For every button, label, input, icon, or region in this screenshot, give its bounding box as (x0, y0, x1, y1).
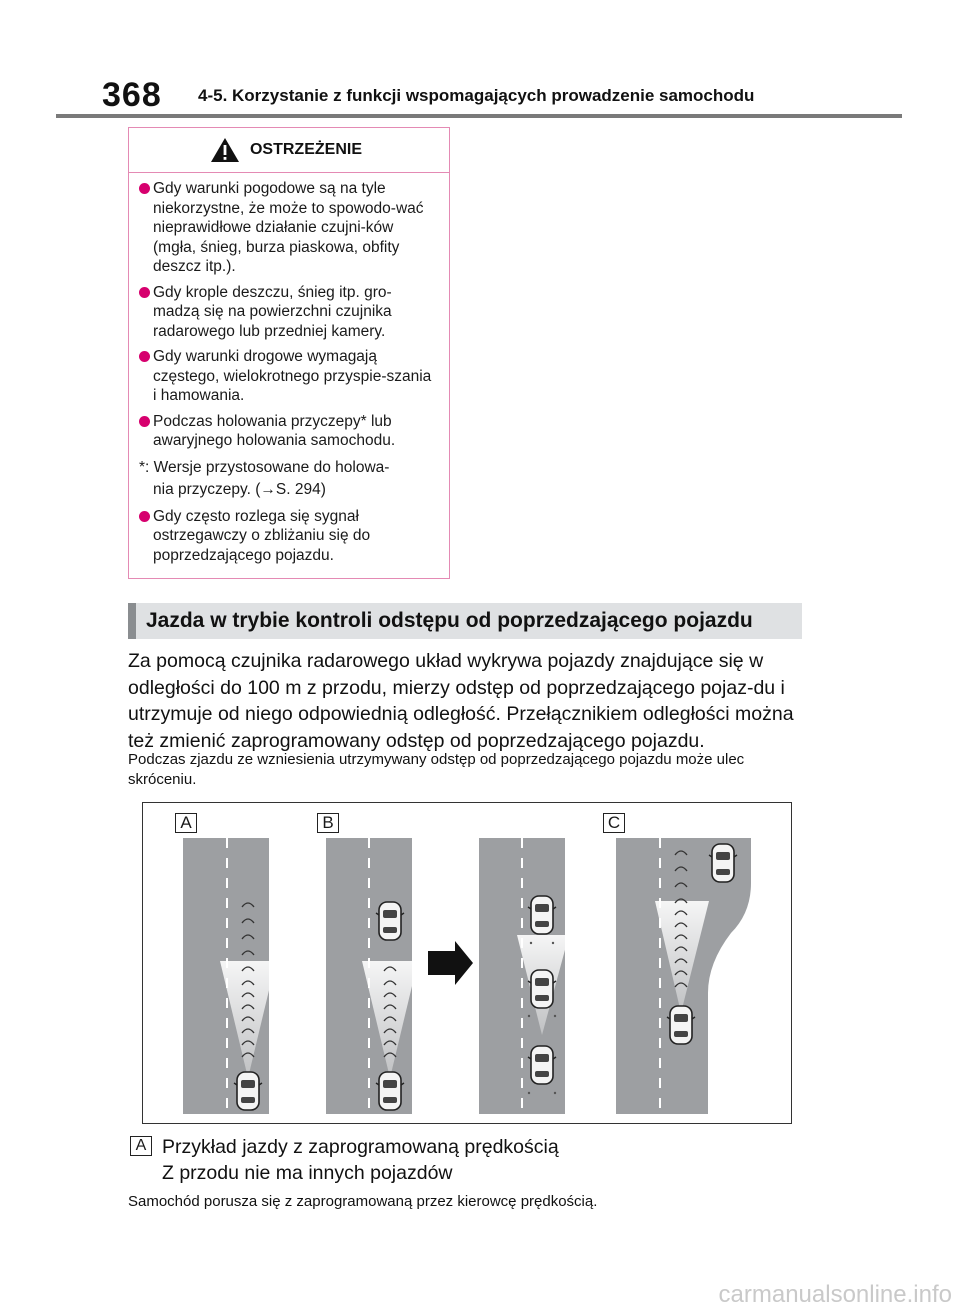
section-body: Za pomocą czujnika radarowego układ wykrywa pojazdy znajdujące się w odległości do 100 m z przodu, mierzy odstęp od poprzedzającego pojaz-du i utrzymuje od niego odpowiednią odległość. Przełącznikiem odległości można też zmienić zaprogramowany odstęp od poprzedzającego pojazdu. (128, 650, 794, 752)
warning-item: Gdy warunki pogodowe są na tyle niekorzystne, że może to spowodo-wać nieprawidłowe działanie czujni-ków (mgła, śnieg, burza piaskowa, obfity deszcz itp.). (139, 179, 437, 277)
figure-label-a: A (175, 813, 197, 833)
legend-title: Przykład jazdy z zaprogramowaną prędkością (162, 1136, 559, 1158)
warning-title: OSTRZEŻENIE (249, 141, 362, 158)
distance-control-figure (142, 802, 792, 1124)
warning-item: Gdy często rozlega się sygnał ostrzegawczy o zbliżaniu się do poprzedzającego pojazdu. (139, 507, 437, 566)
figure-label-b: B (317, 813, 339, 833)
road-panel-a (183, 838, 276, 1114)
header-divider (56, 114, 902, 118)
bullet-icon (139, 183, 150, 194)
page-number: 368 (102, 76, 162, 114)
section-note: Podczas zjazdu ze wzniesienia utrzymywany odstęp od poprzedzającego pojazdu może ulec skróceniu. (128, 751, 745, 788)
warning-box (128, 127, 450, 579)
chapter-title: 4-5. Korzystanie z funkcji wspomagających prowadzenie samochodu (198, 86, 755, 105)
warning-item: Podczas holowania przyczepy* lub awaryjnego holowania samochodu. (139, 412, 437, 451)
legend-description: Samochód porusza się z zaprogramowaną przez kierowcę prędkością. (128, 1193, 598, 1210)
section-heading: Jazda w trybie kontroli odstępu od poprzedzającego pojazdu (128, 603, 802, 639)
bullet-icon (139, 511, 150, 522)
warning-triangle-icon (210, 137, 240, 163)
watermark: carmanualsonline.info (718, 1281, 952, 1308)
warning-item: Gdy warunki drogowe wymagają częstego, wielokrotnego przyspie-szania i hamowania. (139, 347, 437, 406)
figure-label-c: C (603, 813, 625, 833)
legend-subtitle: Z przodu nie ma innych pojazdów (162, 1162, 453, 1184)
road-panel-c (616, 838, 751, 1114)
warning-header (129, 128, 449, 173)
warning-body (129, 173, 449, 565)
bullet-icon (139, 287, 150, 298)
warning-item: Gdy krople deszczu, śnieg itp. gro-madzą się na powierzchni czujnika radarowego lub przedniej kamery. (139, 283, 437, 342)
road-panel-b2 (479, 838, 569, 1114)
road-illustration (143, 803, 793, 1125)
road-panel-b (326, 838, 418, 1114)
legend-badge-a: A (130, 1136, 152, 1156)
bullet-icon (139, 416, 150, 427)
warning-footnote: *: Wersje przystosowane do holowa- nia przyczepy. (→S. 294) (139, 458, 390, 498)
bullet-icon (139, 351, 150, 362)
arrow-right-icon (428, 941, 473, 985)
